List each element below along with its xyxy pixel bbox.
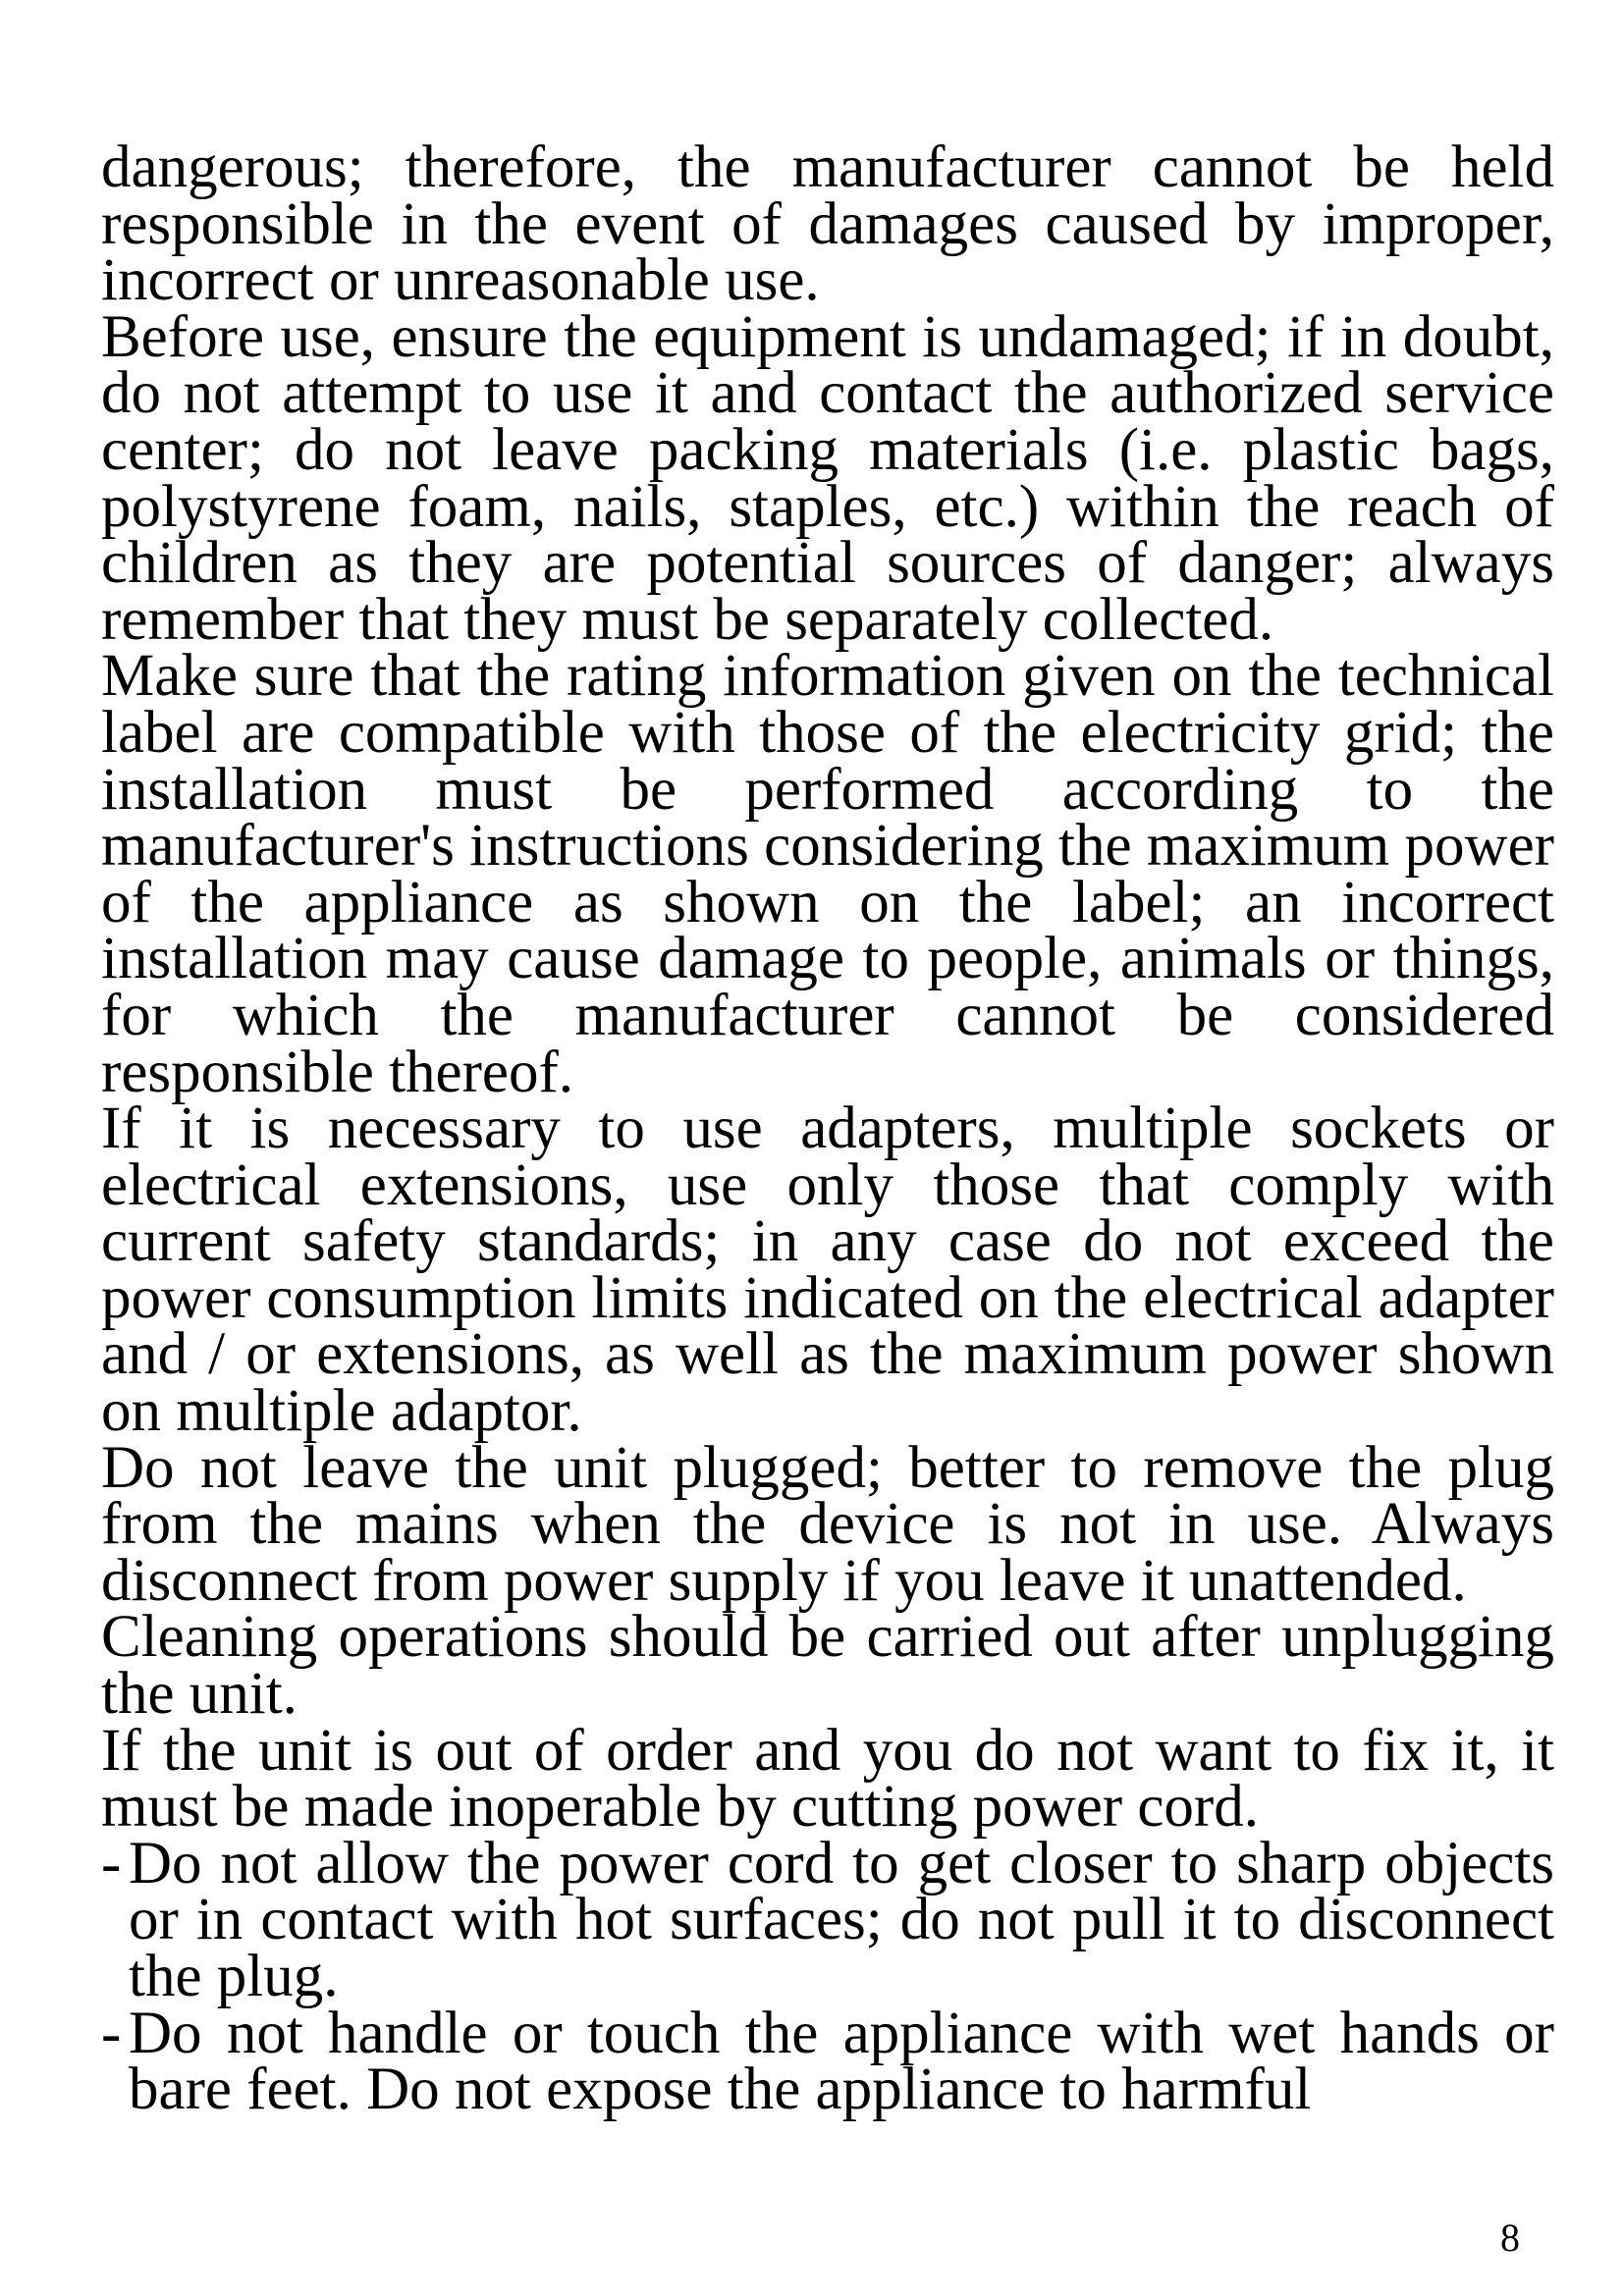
bullet-dash: - xyxy=(101,2000,122,2066)
paragraph-unplug: Do not leave the unit plugged; better to remove the plug from the mains when the device is not in use. Always disconnect from power supply if you leave it unattended. xyxy=(101,1434,1554,1614)
paragraph-out-of-order: If the unit is out of order and you do not want to fix it, it must be made inoperable by cutting power cord. xyxy=(101,1717,1554,1841)
paragraph-adapters: If it is necessary to use adapters, multiple sockets or electrical extensions, use only those that comply with current safety standards; in any case do not exceed the power consumption limits indicated on the electrical adapter and / or extensions, as well as the maximum power shown on multiple adaptor. xyxy=(101,1095,1554,1445)
bullet-item-power-cord xyxy=(101,1830,1554,2009)
bullet-text-wet-hands: Do not handle or touch the appliance with wet hands or bare feet. Do not expose the appliance to harmful xyxy=(129,2000,1554,2123)
paragraph-cleaning: Cleaning operations should be carried out after unplugging the unit. xyxy=(101,1604,1554,1728)
paragraph-improper-use: dangerous; therefore, the manufacturer cannot be held responsible in the event of damages caused by improper, incorrect or unreasonable use. xyxy=(101,134,1554,314)
paragraph-before-use: Before use, ensure the equipment is undamaged; if in doubt, do not attempt to use it and contact the authorized service center; do not leave packing materials (i.e. plastic bags, polystyrene foam, nails, staples, etc.) within the reach of children as they are potential sources of danger; always remember that they must be separately collected. xyxy=(101,303,1554,653)
bullet-dash: - xyxy=(101,1830,122,1896)
bullet-text-power-cord: Do not allow the power cord to get closer to sharp objects or in contact with hot surfaces; do not pull it to disconnect the plug. xyxy=(129,1830,1554,2009)
page-number: 8 xyxy=(1500,2216,1520,2260)
paragraph-rating-information: Make sure that the rating information given on the technical label are compatible with those of the electricity grid; the installation must be performed according to the manufacturer's instructions considering the maximum power of the appliance as shown on the label; an incorrect installation may cause damage to people, animals or things, for which the manufacturer cannot be considered responsible thereof. xyxy=(101,643,1554,1105)
safety-instructions-text xyxy=(101,134,1554,2123)
bullet-item-wet-hands xyxy=(101,2000,1554,2123)
